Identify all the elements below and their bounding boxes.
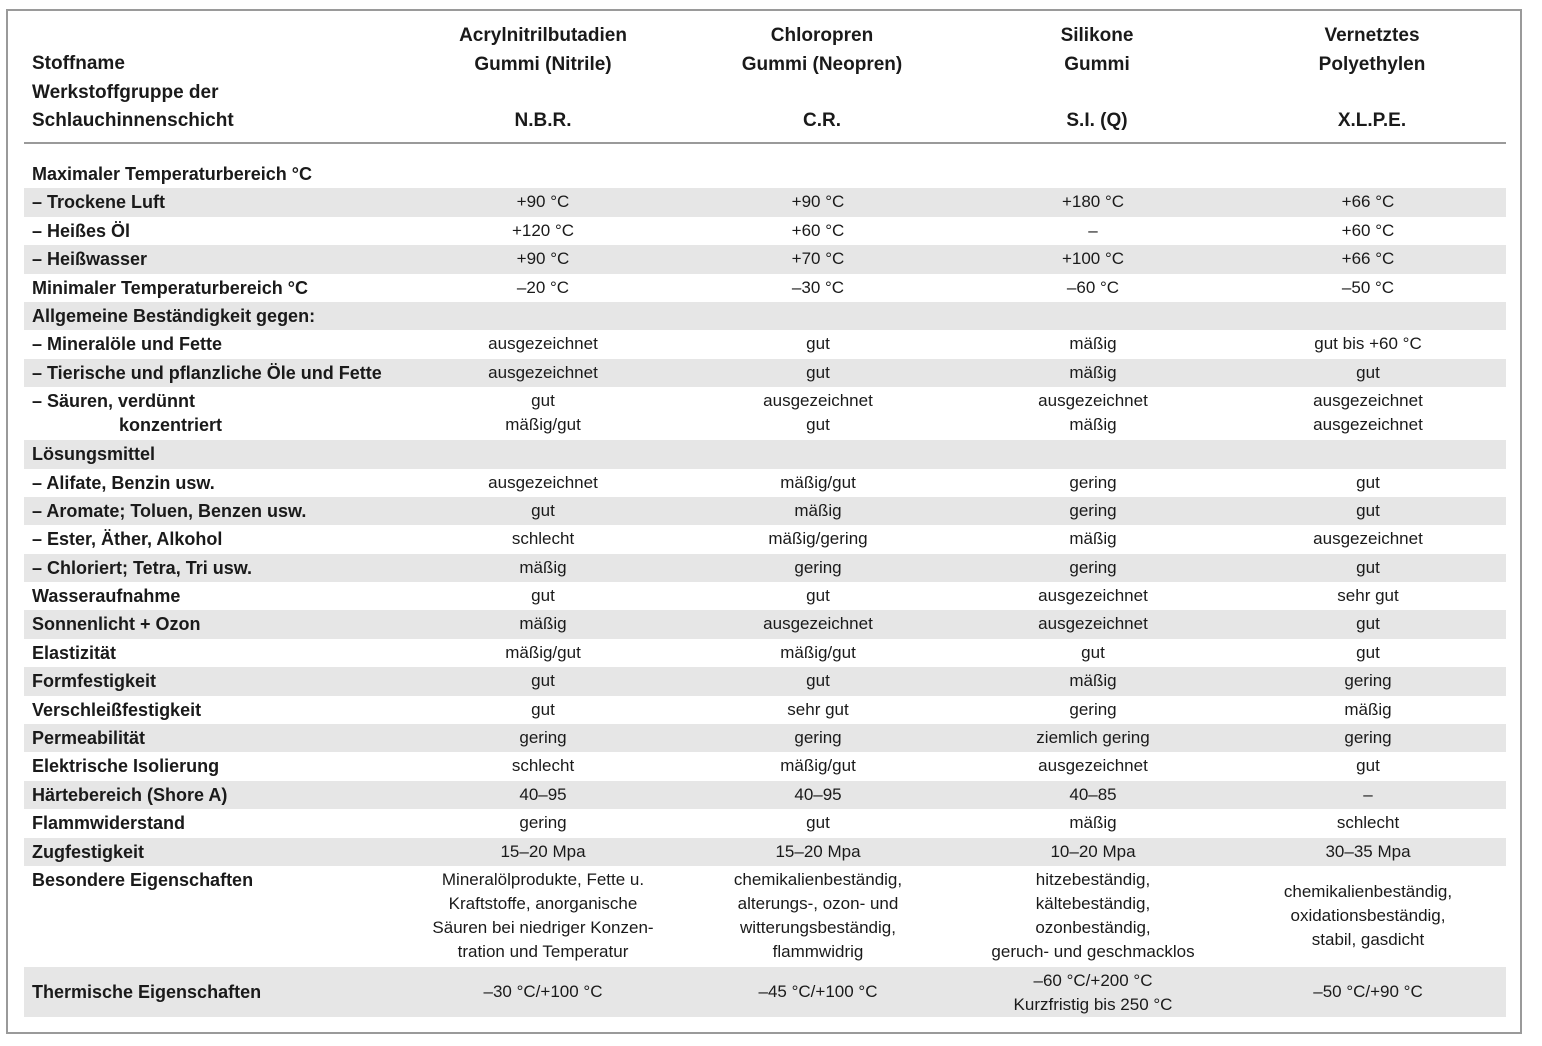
header-title-line: Werkstoffgruppe der	[32, 81, 219, 103]
table-cell: gering	[1069, 500, 1117, 520]
column-header-abbr: C.R.	[802, 110, 841, 131]
table-cell: –	[1088, 220, 1098, 240]
row-label: Permeabilität	[32, 728, 146, 749]
table-cell: gut	[806, 362, 830, 382]
column-header-abbr: S.I. (Q)	[1066, 110, 1128, 131]
table-cell: 40–85	[1069, 784, 1117, 804]
row-label: Besondere Eigenschaften	[32, 869, 254, 890]
table-cell-line: stabil, gasdicht	[1311, 929, 1425, 949]
table-cell-line: geruch- und geschmacklos	[991, 941, 1195, 961]
table-cell: +100 °C	[1061, 249, 1125, 269]
table-header	[24, 10, 1506, 144]
table-row	[24, 582, 1506, 610]
table-cell: gut	[1356, 472, 1380, 492]
table-cell: +90 °C	[516, 249, 570, 269]
table-cell: gut	[1081, 642, 1105, 662]
table-cell: mäßig/gut	[505, 642, 581, 662]
table-cell: +90 °C	[516, 192, 570, 212]
table-cell: mäßig	[1344, 699, 1392, 719]
table-cell: gut	[806, 671, 830, 691]
table-cell: ausgezeichnet	[488, 362, 598, 382]
table-cell: gering	[1069, 699, 1117, 719]
header-title	[32, 50, 234, 136]
table-cell	[1313, 389, 1423, 437]
table-row	[24, 838, 1506, 866]
table-cell: gering	[1069, 557, 1117, 577]
table-cell-line: –50 °C/+90 °C	[1313, 981, 1423, 1001]
table-cell: 15–20 Mpa	[775, 841, 861, 861]
table-cell	[734, 868, 902, 964]
column-header-line: Acrylnitrilbutadien	[459, 25, 627, 46]
table-body	[24, 160, 1506, 1017]
row-label: Zugfestigkeit	[32, 841, 145, 862]
table-cell: 40–95	[794, 784, 842, 804]
table-cell-line: chemikalienbeständig,	[1283, 881, 1453, 901]
table-cell: ausgezeichnet	[488, 472, 598, 492]
table-cell: gut	[806, 813, 830, 833]
column-header-line: Gummi (Neopren)	[741, 53, 903, 75]
table-row	[24, 440, 1506, 468]
table-row	[24, 752, 1506, 780]
table-cell-line: witterungsbeständig,	[740, 917, 896, 937]
table-cell: gering	[794, 728, 842, 748]
table-cell: gut	[1356, 500, 1380, 520]
table-cell-line: ausgezeichnet	[1313, 415, 1423, 435]
column-header-abbr: N.B.R.	[514, 110, 572, 131]
column-header-line: Gummi (Nitrile)	[474, 53, 612, 75]
table-cell: mäßig/gut	[780, 756, 856, 776]
table-cell	[763, 389, 873, 437]
column-header-line: Chloropren	[770, 25, 874, 46]
row-label: – Trockene Luft	[32, 192, 166, 213]
row-label: Wasseraufnahme	[32, 586, 181, 607]
row-label	[32, 389, 222, 437]
table-cell: gut	[806, 586, 830, 606]
table-row	[24, 525, 1506, 553]
table-row-thermal	[24, 967, 1506, 1017]
row-label: Sonnenlicht + Ozon	[32, 614, 201, 635]
row-label-line: – Säuren, verdünnt	[32, 391, 196, 412]
table-cell: 10–20 Mpa	[1050, 841, 1136, 861]
table-cell: gut	[806, 334, 830, 354]
row-label: – Aromate; Toluen, Benzen usw.	[32, 500, 307, 521]
column-header-cr	[742, 22, 902, 136]
column-header-line: Vernetztes	[1324, 25, 1420, 46]
table-row	[24, 724, 1506, 752]
table-row	[24, 610, 1506, 638]
table-cell-line: ausgezeichnet	[1038, 391, 1148, 411]
table-row	[24, 217, 1506, 245]
table-row	[24, 781, 1506, 809]
table-cell-line: hitzebeständig,	[1035, 869, 1151, 889]
row-label: Elektrische Isolierung	[32, 756, 220, 777]
table-cell: +70 °C	[791, 249, 845, 269]
table-cell: gering	[1344, 728, 1392, 748]
table-cell: ausgezeichnet	[1038, 586, 1148, 606]
table-cell: 30–35 Mpa	[1325, 841, 1411, 861]
table-cell: +180 °C	[1061, 192, 1125, 212]
table-row	[24, 809, 1506, 837]
table-cell	[1014, 969, 1173, 1017]
table-cell: mäßig	[1069, 529, 1117, 549]
table-cell: ausgezeichnet	[1038, 756, 1148, 776]
table-cell: –	[1363, 784, 1373, 804]
table-cell: gut	[1356, 642, 1380, 662]
table-cell: –20 °C	[516, 277, 570, 297]
row-label: Thermische Eigenschaften	[32, 981, 262, 1002]
table-cell	[1038, 389, 1148, 437]
row-label: Maximaler Temperaturbereich °C	[32, 164, 312, 184]
table-cell: sehr gut	[787, 699, 849, 719]
table-row	[24, 359, 1506, 387]
row-label: Verschleißfestigkeit	[32, 699, 202, 720]
table-cell: gut	[1356, 557, 1380, 577]
table-cell: 15–20 Mpa	[500, 841, 586, 861]
table-cell: +60 °C	[791, 220, 845, 240]
table-cell: gut	[1356, 614, 1380, 634]
table-cell-line: chemikalienbeständig,	[733, 869, 903, 889]
table-row	[24, 188, 1506, 216]
table-cell: sehr gut	[1337, 586, 1399, 606]
table-cell: gering	[1069, 472, 1117, 492]
table-cell-line: alterungs-, ozon- und	[737, 893, 899, 913]
table-cell: 40–95	[519, 784, 567, 804]
table-cell: gut bis +60 °C	[1314, 334, 1422, 354]
table-cell-line: flammwidrig	[772, 941, 864, 961]
table-cell: mäßig	[1069, 671, 1117, 691]
table-cell-line: mäßig	[1069, 415, 1117, 435]
table-cell: ausgezeichnet	[763, 614, 873, 634]
table-cell: +120 °C	[511, 220, 575, 240]
table-cell: +90 °C	[791, 192, 845, 212]
table-row	[24, 696, 1506, 724]
header-title-line: Stoffname	[32, 53, 125, 74]
table-cell-line: Kurzfristig bis 250 °C	[1013, 994, 1173, 1014]
row-label: Lösungsmittel	[32, 444, 156, 465]
table-row	[24, 387, 1506, 440]
table-cell: –50 °C	[1341, 277, 1395, 297]
row-label: Formfestigkeit	[32, 671, 157, 692]
column-header-abbr: X.L.P.E.	[1337, 110, 1407, 131]
table-row	[24, 497, 1506, 525]
table-cell: gut	[531, 699, 555, 719]
table-cell: gut	[1356, 756, 1380, 776]
table-cell: mäßig/gut	[780, 642, 856, 662]
table-cell: –60 °C	[1066, 277, 1120, 297]
table-cell: mäßig	[519, 614, 567, 634]
table-row	[24, 274, 1506, 302]
table-cell: schlecht	[511, 529, 575, 549]
table-cell-line: gut	[531, 391, 555, 411]
table-cell: gut	[1356, 362, 1380, 382]
table-cell	[759, 967, 878, 1017]
table-cell-line: gut	[806, 415, 830, 435]
table-cell	[484, 967, 603, 1017]
table-row	[24, 330, 1506, 358]
column-header-si	[1061, 22, 1134, 136]
table-cell	[1313, 967, 1423, 1017]
column-header-nbr	[459, 22, 627, 136]
table-cell-line: Kraftstoffe, anorganische	[448, 893, 638, 913]
table-cell	[991, 868, 1194, 964]
table-cell: ziemlich gering	[1036, 728, 1150, 748]
row-label: – Heißes Öl	[32, 220, 131, 241]
table-cell: ausgezeichnet	[1038, 614, 1148, 634]
row-label: – Ester, Äther, Alkohol	[32, 529, 223, 550]
table-cell: gering	[519, 728, 567, 748]
table-cell	[1284, 880, 1452, 952]
table-cell: gut	[531, 586, 555, 606]
table-cell: gering	[1344, 671, 1392, 691]
table-cell: mäßig	[794, 500, 842, 520]
row-label: – Heißwasser	[32, 249, 148, 270]
table-cell-line: mäßig/gut	[505, 415, 581, 435]
table-cell: mäßig/gering	[768, 529, 868, 549]
table-cell: +60 °C	[1341, 220, 1395, 240]
table-cell: –30 °C	[791, 277, 845, 297]
row-label: – Alifate, Benzin usw.	[32, 472, 215, 493]
column-header-line: Silikone	[1060, 25, 1134, 46]
table-cell	[432, 868, 653, 964]
table-cell: +66 °C	[1341, 192, 1395, 212]
table-cell	[505, 389, 581, 437]
row-label: – Mineralöle und Fette	[32, 334, 223, 355]
table-cell: +66 °C	[1341, 249, 1395, 269]
table-cell: gering	[519, 813, 567, 833]
table-cell: schlecht	[511, 756, 575, 776]
table-row	[24, 554, 1506, 582]
table-cell: gering	[794, 557, 842, 577]
table-cell-line: Säuren bei niedriger Konzen-	[432, 917, 654, 937]
table-row-special	[24, 866, 1506, 967]
row-label: Minimaler Temperaturbereich °C	[32, 277, 308, 298]
table-cell: mäßig	[519, 557, 567, 577]
table-row	[24, 302, 1506, 330]
table-cell: gut	[531, 500, 555, 520]
table-row	[24, 245, 1506, 273]
table-cell: ausgezeichnet	[488, 334, 598, 354]
table-cell-line: tration und Temperatur	[457, 941, 629, 961]
table-cell: schlecht	[1336, 813, 1400, 833]
table-cell-line: kältebeständig,	[1035, 893, 1151, 913]
table-row	[24, 469, 1506, 497]
table-cell-line: ozonbeständig,	[1035, 917, 1151, 937]
table-cell-line: –45 °C/+100 °C	[758, 981, 878, 1001]
table-cell-line: –60 °C/+200 °C	[1033, 970, 1153, 990]
column-header-line: Gummi	[1064, 53, 1130, 75]
table-cell: mäßig	[1069, 334, 1117, 354]
table-row	[24, 667, 1506, 695]
row-label: – Chloriert; Tetra, Tri usw.	[32, 557, 253, 578]
header-title-line: Schlauchinnenschicht	[32, 110, 234, 131]
table-cell: mäßig	[1069, 813, 1117, 833]
table-cell-line: ausgezeichnet	[763, 391, 873, 411]
row-label: – Tierische und pflanzliche Öle und Fette	[32, 362, 382, 383]
table-row	[24, 160, 1506, 188]
table-row	[24, 639, 1506, 667]
table-cell: gut	[531, 671, 555, 691]
row-label: Allgemeine Beständigkeit gegen:	[32, 305, 316, 326]
table-cell: ausgezeichnet	[1313, 529, 1423, 549]
table-cell-line: ausgezeichnet	[1313, 391, 1423, 411]
table-cell: mäßig/gut	[780, 472, 856, 492]
row-label: Härtebereich (Shore A)	[32, 784, 228, 805]
column-header-line: Polyethylen	[1318, 53, 1426, 75]
row-label-line: konzentriert	[119, 415, 223, 436]
table-cell-line: –30 °C/+100 °C	[483, 981, 603, 1001]
table-cell: mäßig	[1069, 362, 1117, 382]
table-cell-line: Mineralölprodukte, Fette u.	[441, 869, 645, 889]
row-label: Elastizität	[32, 642, 117, 663]
table-cell-line: oxidationsbeständig,	[1290, 905, 1446, 925]
row-label: Flammwiderstand	[32, 813, 186, 834]
column-header-xlpe	[1319, 22, 1426, 136]
